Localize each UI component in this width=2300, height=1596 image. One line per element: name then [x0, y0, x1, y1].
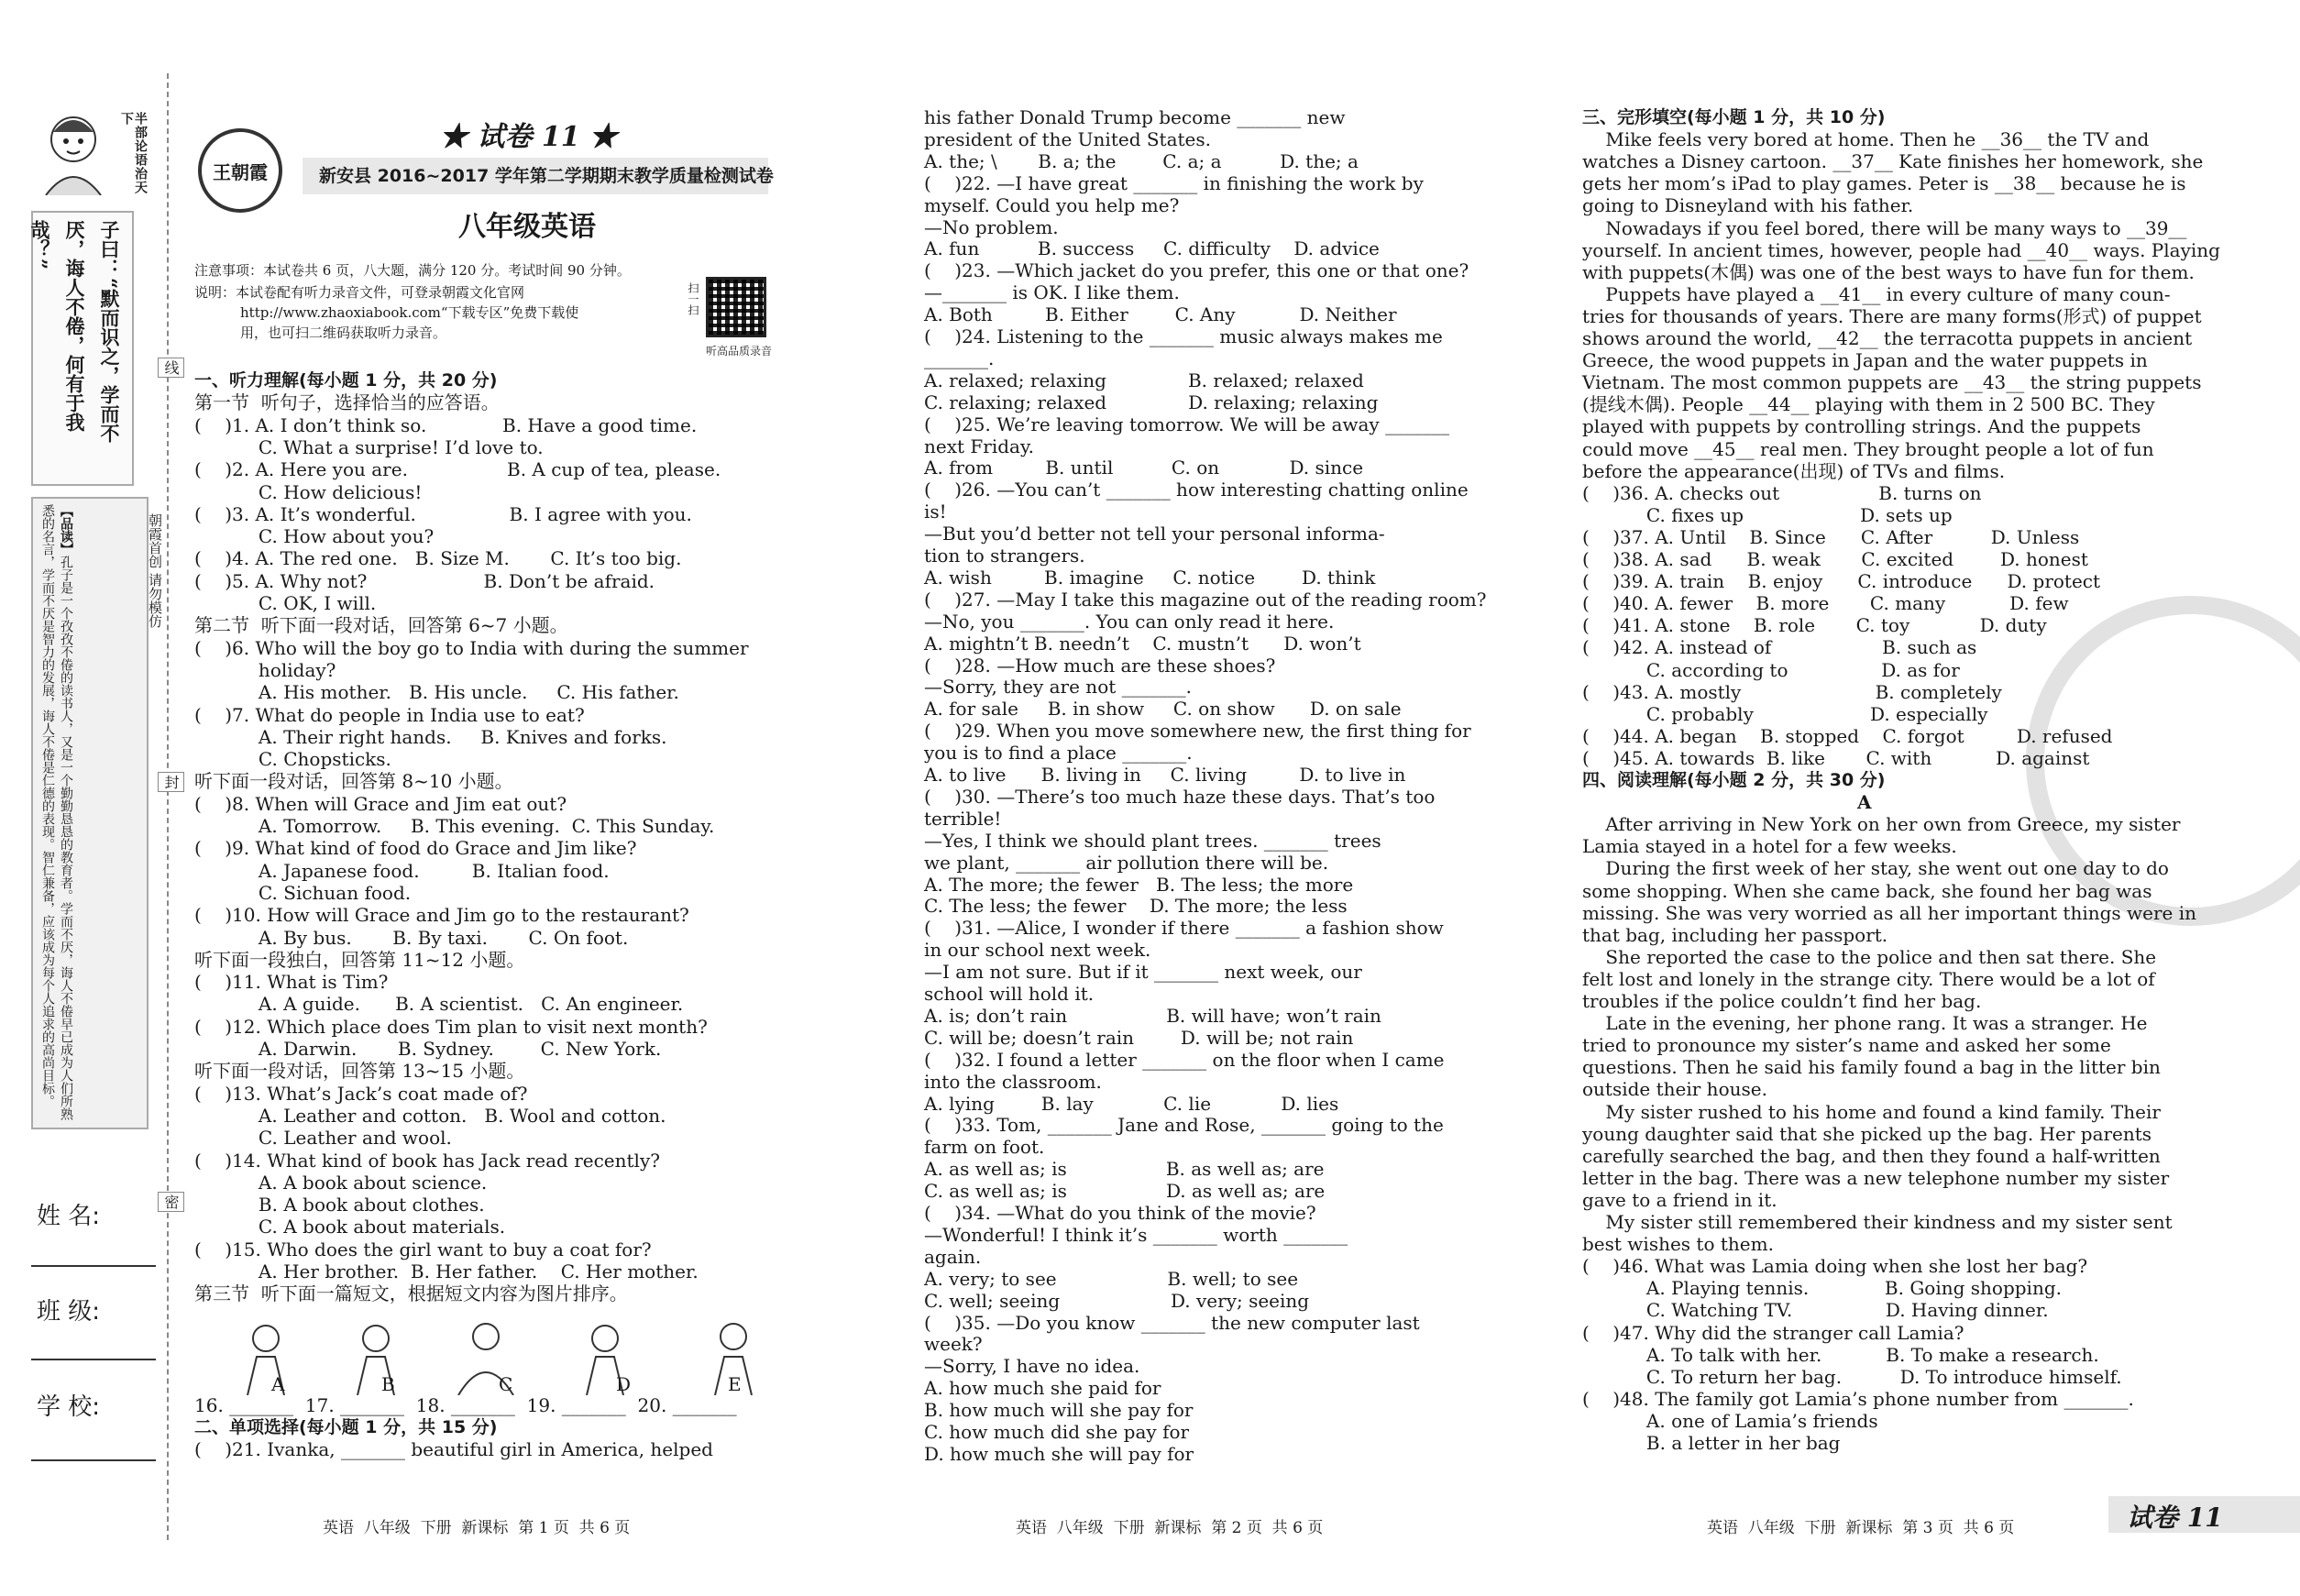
- col2-line: ( )22. —I have great _______ in finishing the work by: [924, 171, 1424, 194]
- col1-line: C. Sichuan food.: [194, 881, 412, 904]
- col3-line: could move __45__ real men. They brought people a lot of fun: [1582, 437, 2154, 460]
- col1-line: C. How about you?: [194, 525, 435, 548]
- picture-label: A: [271, 1373, 285, 1395]
- col1-line: ( )2. A. Here you are. B. A cup of tea, please.: [194, 458, 721, 481]
- col2-line: —Sorry, I have no idea.: [924, 1355, 1140, 1378]
- col2-line: his father Donald Trump become _______ new: [924, 106, 1346, 128]
- col3-line: After arriving in New York on her own from Greece, my sister: [1582, 813, 2181, 836]
- name-label: 姓 名:: [37, 1203, 101, 1230]
- logo-seal: [198, 128, 282, 213]
- col3-line: She reported the case to the police and then sat there. She: [1582, 945, 2157, 968]
- col1-line: A. A guide. B. A scientist. C. An engineer.: [194, 993, 684, 1016]
- col2-line: A. Both B. Either C. Any D. Neither: [924, 303, 1397, 326]
- col2-line: C. The less; the fewer D. The more; the less: [924, 895, 1348, 918]
- col3-line: During the first week of her stay, she went out one day to do: [1582, 857, 2169, 880]
- col1-line: C. Leather and wool.: [194, 1127, 452, 1150]
- col3-line: Late in the evening, her phone rang. It was a stranger. He: [1582, 1012, 2148, 1035]
- col2-line: ( )35. —Do you know _______ the new computer last: [924, 1311, 1420, 1334]
- col1-line: ( )4. A. The red one. B. Size M. C. It’s too big.: [194, 547, 682, 570]
- picture-label: B: [381, 1373, 395, 1395]
- col2-line: into the classroom.: [924, 1070, 1102, 1093]
- col2-line: ( )23. —Which jacket do you prefer, this one or that one?: [924, 259, 1469, 282]
- col3-line: letter in the bag. There was a new telephone number my sister: [1582, 1166, 2170, 1189]
- seal-char-1: 线: [158, 358, 184, 378]
- col3-line: Puppets have played a __41__ in every culture of many coun-: [1582, 282, 2171, 305]
- col1-line: C. A book about materials.: [194, 1216, 506, 1238]
- col2-line: is!: [924, 501, 947, 523]
- col1-line: 第一节 听句子，选择恰当的应答语。: [194, 391, 500, 414]
- col1-line: ( )6. Who will the boy go to India with during the summer: [194, 636, 749, 659]
- col3-line: ( )38. A. sad B. weak C. excited D. honest: [1582, 548, 2088, 570]
- col3-line: young daughter said that she picked up the bag. Her parents: [1582, 1122, 2152, 1145]
- col3-line: ( )46. What was Lamia doing when she lost her bag?: [1582, 1255, 2088, 1278]
- col1-line: A. A book about science.: [194, 1171, 488, 1194]
- col1-line: A. Leather and cotton. B. Wool and cotton.: [194, 1104, 666, 1127]
- col2-line: —But you’d better not tell your personal informa-: [924, 523, 1385, 545]
- col1-line: ( )1. A. I don’t think so. B. Have a good time.: [194, 413, 698, 436]
- seal-char-2: 封: [158, 772, 184, 792]
- col2-line: A. The more; the fewer B. The less; the more: [924, 873, 1354, 896]
- col2-line: C. will be; doesn’t rain D. will be; not rain: [924, 1026, 1354, 1049]
- col2-line: A. as well as; is B. as well as; are: [924, 1158, 1325, 1181]
- col3-line: Nowadays if you feel bored, there will be many ways to __39__: [1582, 216, 2187, 239]
- col3-line: some shopping. When she came back, she found her bag was: [1582, 879, 2152, 902]
- col1-line: ( )7. What do people in India use to eat?: [194, 703, 585, 726]
- confucius-quote: 子曰：“默而识之，学而不厌，诲人不倦，何有于我哉？”: [28, 220, 121, 444]
- col3-line: Vietnam. The most common puppets are __43__ the string puppets: [1582, 371, 2202, 394]
- col2-line: ( )28. —How much are these shoes?: [924, 654, 1276, 677]
- pindu-label: 【品读】: [59, 504, 73, 556]
- picture-label: D: [616, 1373, 632, 1395]
- col2-line: A. the; \ B. a; the C. a; a D. the; a: [924, 149, 1359, 172]
- school-label: 学 校:: [37, 1393, 101, 1421]
- col2-line: ( )29. When you move somewhere new, the first thing for: [924, 720, 1471, 743]
- col3-line: going to Disneyland with his father.: [1582, 194, 1914, 217]
- col3-line: My sister rushed to his home and found a kind family. Their: [1582, 1100, 2161, 1123]
- corner-badge-label: 试卷 11: [2127, 1502, 2223, 1533]
- series-badge: ★ 试卷 11 ★: [440, 121, 618, 153]
- qr-side-label: 扫一扫: [687, 282, 699, 315]
- pindu-body: 孔子是一个孜孜不倦的读书人，又是一个勤勤恳恳的教育者。学而不厌，诲人不倦早已成为人们所熟悉的名言，学而不厌是智力的发展，诲人不倦是仁德的表现。智仁兼备，应该成为每个人追求的高尚目标。: [40, 504, 73, 1120]
- col3-line: A. one of Lamia’s friends: [1582, 1409, 1878, 1432]
- col2-line: A. to live B. living in C. living D. to live in: [924, 764, 1406, 786]
- pindu-box: [31, 497, 149, 1129]
- col2-line: C. well; seeing D. very; seeing: [924, 1289, 1310, 1312]
- col1-line: C. What a surprise! I’d love to.: [194, 435, 544, 458]
- col1-line: 第二节 听下面一段对话，回答第 6~7 小题。: [194, 614, 568, 637]
- col3-line: (提线木偶). People __44__ playing with them in 2 500 BC. They: [1582, 393, 2155, 416]
- col3-line: A: [1857, 791, 1872, 814]
- binding-strip: [28, 108, 149, 1483]
- col2-line: farm on foot.: [924, 1136, 1045, 1159]
- col2-line: tion to strangers.: [924, 545, 1085, 567]
- col2-line: ( )33. Tom, _______ Jane and Rose, _______ going to the: [924, 1114, 1444, 1137]
- col3-line: Mike feels very bored at home. Then he __36__ the TV and: [1582, 128, 2150, 151]
- pindu-text: [39, 504, 75, 1123]
- col1-line: ( )5. A. Why not? B. Don’t be afraid.: [194, 569, 655, 592]
- col1-line: 听下面一段独白，回答第 11~12 小题。: [194, 948, 525, 971]
- col3-line: ( )43. A. mostly B. completely: [1582, 680, 2002, 703]
- series-label: 试卷 11: [477, 121, 580, 153]
- col3-line: that bag, including her passport.: [1582, 923, 1888, 946]
- col1-line: C. OK, I will.: [194, 592, 377, 614]
- col3-line: My sister still remembered their kindness and my sister sent: [1582, 1211, 2173, 1233]
- col2-line: C. how much did she pay for: [924, 1421, 1190, 1443]
- col2-line: ( )31. —Alice, I wonder if there _______ a fashion show: [924, 917, 1444, 940]
- col3-line: C. according to D. as for: [1582, 658, 1960, 681]
- col2-line: —No problem.: [924, 215, 1059, 238]
- col3-line: ( )48. The family got Lamia’s phone number from _______.: [1582, 1387, 2134, 1410]
- exam-subtitle: 八年级英语: [458, 211, 596, 243]
- col3-line: gave to a friend in it.: [1582, 1188, 1777, 1211]
- quote-box: [28, 211, 134, 486]
- note-3: http://www.zhaoxiabook.com“下载专区”免费下载使: [240, 304, 579, 321]
- col3-line: with puppets(木偶) was one of the best ways to have fun for them.: [1582, 260, 2195, 283]
- col2-line: A. from B. until C. on D. since: [924, 457, 1364, 479]
- col2-line: A. lying B. lay C. lie D. lies: [924, 1092, 1339, 1115]
- col2-line: C. relaxing; relaxed D. relaxing; relaxing: [924, 391, 1379, 413]
- col1-line: ( )14. What kind of book has Jack read recently?: [194, 1149, 660, 1172]
- col2-line: week?: [924, 1333, 983, 1356]
- col3-line: 四、阅读理解(每小题 2 分，共 30 分): [1582, 770, 1886, 790]
- col1-line: A. His mother. B. His uncle. C. His father.: [194, 681, 679, 704]
- col2-line: ( )26. —You can’t _______ how interesting chatting online: [924, 479, 1469, 501]
- footer-page-2: 英语 八年级 下册 新课标 第 2 页 共 6 页: [1016, 1519, 1324, 1537]
- picture-row: [220, 1313, 770, 1395]
- col1-line: holiday?: [194, 658, 336, 681]
- col3-line: watches a Disney cartoon. __37__ Kate finishes her homework, she: [1582, 150, 2204, 173]
- col1-line: A. By bus. B. By taxi. C. On foot.: [194, 926, 629, 949]
- col1_tail-line: 二、单项选择(每小题 1 分，共 15 分): [194, 1417, 498, 1437]
- col2-line: A. wish B. imagine C. notice D. think: [924, 566, 1376, 589]
- qr-code-icon[interactable]: [706, 277, 766, 337]
- col3-line: C. Watching TV. D. Having dinner.: [1582, 1299, 2049, 1322]
- col1-line: 听下面一段对话，回答第 8~10 小题。: [194, 770, 513, 793]
- col1-line: C. How delicious!: [194, 480, 423, 503]
- col3-line: yourself. In ancient times, however, people had __40__ ways. Playing: [1582, 238, 2220, 261]
- col3-line: 三、完形填空(每小题 1 分，共 10 分): [1582, 107, 1886, 127]
- col3-line: ( )42. A. instead of B. such as: [1582, 636, 1977, 659]
- col2-line: ( )34. —What do you think of the movie?: [924, 1202, 1316, 1224]
- col2-line: A. for sale B. in show C. on show D. on sale: [924, 698, 1402, 721]
- col3-line: C. probably D. especially: [1582, 702, 1988, 725]
- col3-line: ( )36. A. checks out B. turns on: [1582, 481, 1982, 504]
- class-label: 班 级:: [37, 1298, 101, 1326]
- col3-line: troubles if the police couldn’t find her bag.: [1582, 990, 1982, 1012]
- col3-line: ( )47. Why did the stranger call Lamia?: [1582, 1321, 1964, 1344]
- col2-line: ( )27. —May I take this magazine out of the reading room?: [924, 588, 1487, 611]
- col3-line: before the appearance(出现) of TVs and films.: [1582, 459, 2006, 482]
- col3-line: best wishes to them.: [1582, 1233, 1774, 1256]
- exam-title-bar: [303, 158, 774, 194]
- col1_tail-line: ( )21. Ivanka, _______ beautiful girl in America, helped: [194, 1438, 713, 1460]
- col3-line: C. fixes up D. sets up: [1582, 503, 1953, 526]
- col1-line: A. Darwin. B. Sydney. C. New York.: [194, 1038, 662, 1060]
- col1-line: B. A book about clothes.: [194, 1194, 485, 1216]
- col3-line: B. a letter in her bag: [1582, 1432, 1841, 1454]
- col1-line: A. Her brother. B. Her father. C. Her mother.: [194, 1260, 699, 1282]
- col3-line: ( )41. A. stone B. role C. toy D. duty: [1582, 614, 2047, 637]
- col1-line: ( )3. A. It’s wonderful. B. I agree with you.: [194, 502, 692, 525]
- cut-line: [167, 73, 169, 1540]
- col3-line: A. Playing tennis. B. Going shopping.: [1582, 1277, 2062, 1300]
- qr-caption: 听高品质录音: [706, 345, 773, 358]
- col2-line: _______.: [924, 347, 995, 369]
- col2-line: —_______ is OK. I like them.: [924, 281, 1180, 304]
- col2-line: C. as well as; is D. as well as; are: [924, 1180, 1326, 1203]
- footer-page-3: 英语 八年级 下册 新课标 第 3 页 共 6 页: [1707, 1519, 2015, 1537]
- col3-line: felt lost and lonely in the strange city. There would be a lot of: [1582, 967, 2155, 990]
- col2-line: we plant, _______ air pollution there will be.: [924, 851, 1329, 874]
- footer-page-1: 英语 八年级 下册 新课标 第 1 页 共 6 页: [323, 1519, 631, 1537]
- col3-line: ( )44. A. began B. stopped C. forgot D. refused: [1582, 724, 2113, 747]
- note-4: 用，也可扫二维码获取听力录音。: [240, 325, 447, 341]
- col1-line: C. Chopsticks.: [194, 748, 391, 771]
- col2-line: ( )30. —There’s too much haze these days. That’s too: [924, 785, 1436, 808]
- side-warning: 朝霞首创 请勿模仿: [147, 513, 163, 628]
- exam-title: 新安县 2016~2017 学年第二学期期末教学质量检测试卷: [319, 166, 774, 186]
- col3-line: C. To return her bag. D. To introduce himself.: [1582, 1365, 2122, 1388]
- col1-line: ( )15. Who does the girl want to buy a coat for?: [194, 1238, 652, 1260]
- name-field[interactable]: [31, 1265, 156, 1267]
- col1-line: 一、听力理解(每小题 1 分，共 20 分): [194, 370, 498, 391]
- col1-line: ( )11. What is Tim?: [194, 971, 389, 994]
- col3-line: ( )39. A. train B. enjoy C. introduce D. protect: [1582, 570, 2101, 593]
- corner-badge: [2108, 1496, 2300, 1533]
- col1-line: ( )8. When will Grace and Jim eat out?: [194, 792, 567, 815]
- col1-line: 第三节 听下面一篇短文，根据短文内容为图片排序。: [194, 1282, 628, 1305]
- col3-line: tried to pronounce my sister’s name and asked her some: [1582, 1034, 2111, 1057]
- col1-line: A. Japanese food. B. Italian food.: [194, 859, 610, 882]
- col1-line: ( )13. What’s Jack’s coat made of?: [194, 1082, 528, 1105]
- col2-line: ( )25. We’re leaving tomorrow. We will be away _______: [924, 413, 1450, 435]
- col2-line: ( )32. I found a letter _______ on the floor when I came: [924, 1048, 1445, 1071]
- col2-line: in our school next week.: [924, 939, 1151, 962]
- col3-line: outside their house.: [1582, 1078, 1767, 1101]
- col2-line: ( )24. Listening to the _______ music always makes me: [924, 325, 1443, 347]
- col2-line: —Yes, I think we should plant trees. _______ trees: [924, 829, 1381, 852]
- col1-line: ( )10. How will Grace and Jim go to the restaurant?: [194, 904, 689, 927]
- col2-line: again.: [924, 1245, 982, 1268]
- col1-line: 听下面一段对话，回答第 13~15 小题。: [194, 1060, 525, 1083]
- col2-line: —Wonderful! I think it’s _______ worth _______: [924, 1223, 1348, 1246]
- picture-label: C: [499, 1373, 513, 1395]
- col2-line: A. how much she paid for: [924, 1377, 1161, 1400]
- col3-line: gets her mom’s iPad to play games. Peter is __38__ because he is: [1582, 172, 2186, 195]
- col3-line: questions. Then he said his family found a bag in the litter bin: [1582, 1056, 2161, 1079]
- col3-line: missing. She was very worried as all her important things were in: [1582, 901, 2197, 924]
- col2-line: B. how much will she pay for: [924, 1399, 1194, 1422]
- class-field[interactable]: [31, 1359, 156, 1360]
- col2-line: next Friday.: [924, 435, 1034, 457]
- note-1: 注意事项：本试卷共 6 页，八大题，满分 120 分。考试时间 90 分钟。: [194, 262, 631, 279]
- col3-line: A. To talk with her. B. To make a research.: [1582, 1343, 2099, 1366]
- col3-line: shows around the world, __42__ the terracotta puppets in ancient: [1582, 327, 2193, 349]
- col3-line: ( )37. A. Until B. Since C. After D. Unless: [1582, 525, 2080, 548]
- col2-line: —Sorry, they are not _______.: [924, 676, 1192, 699]
- col2-line: myself. Could you help me?: [924, 193, 1180, 216]
- col2-line: school will hold it.: [924, 983, 1095, 1005]
- col3-line: Greece, the wood puppets in Japan and the water puppets in: [1582, 349, 2148, 372]
- col3-line: ( )45. A. towards B. like C. with D. against: [1582, 746, 2090, 769]
- col3-line: Lamia stayed in a hotel for a few weeks.: [1582, 835, 1957, 858]
- col2-line: A. very; to see B. well; to see: [924, 1267, 1299, 1290]
- col2-line: —No, you _______. You can only read it here.: [924, 610, 1335, 633]
- col2-line: A. fun B. success C. difficulty D. advice: [924, 237, 1380, 260]
- col3-line: played with puppets by controlling strings. And the puppets: [1582, 415, 2141, 438]
- logo-text: 王朝霞: [213, 160, 268, 183]
- col2-line: A. mightn’t B. needn’t C. mustn’t D. won’t: [924, 632, 1361, 655]
- col2-line: A. relaxed; relaxing B. relaxed; relaxed: [924, 369, 1364, 391]
- col1_tail-line: 16. _______ 17. _______ 18. _______ 19. _______ 20. _______: [194, 1394, 737, 1416]
- col2-line: you is to find a place _______.: [924, 742, 1193, 765]
- col1-line: A. Their right hands. B. Knives and forks.: [194, 725, 667, 748]
- strip-badge: 半部论语治天下: [119, 112, 148, 194]
- school-field[interactable]: [31, 1459, 156, 1461]
- picture-label: E: [728, 1373, 742, 1395]
- col3-line: ( )40. A. fewer B. more C. many D. few: [1582, 592, 2069, 615]
- col1-line: ( )12. Which place does Tim plan to visit next month?: [194, 1015, 708, 1038]
- col2-line: D. how much she will pay for: [924, 1442, 1194, 1465]
- col2-line: —I am not sure. But if it _______ next week, our: [924, 961, 1362, 984]
- col2-line: president of the United States.: [924, 127, 1212, 150]
- note-2: 说明：本试卷配有听力录音文件，可登录朝霞文化官网: [194, 284, 525, 301]
- col2-line: terrible!: [924, 807, 1002, 830]
- col3-line: tries for thousands of years. There are many forms(形式) of puppet: [1582, 304, 2202, 327]
- col3-line: carefully searched the bag, and then they found a half-written: [1582, 1144, 2161, 1167]
- character-illustration: [28, 108, 119, 195]
- col2-line: A. is; don’t rain B. will have; won’t rain: [924, 1004, 1381, 1027]
- seal-char-3: 密: [158, 1192, 184, 1212]
- col1-line: ( )9. What kind of food do Grace and Jim like?: [194, 837, 637, 860]
- col1-line: A. Tomorrow. B. This evening. C. This Sunday.: [194, 815, 715, 837]
